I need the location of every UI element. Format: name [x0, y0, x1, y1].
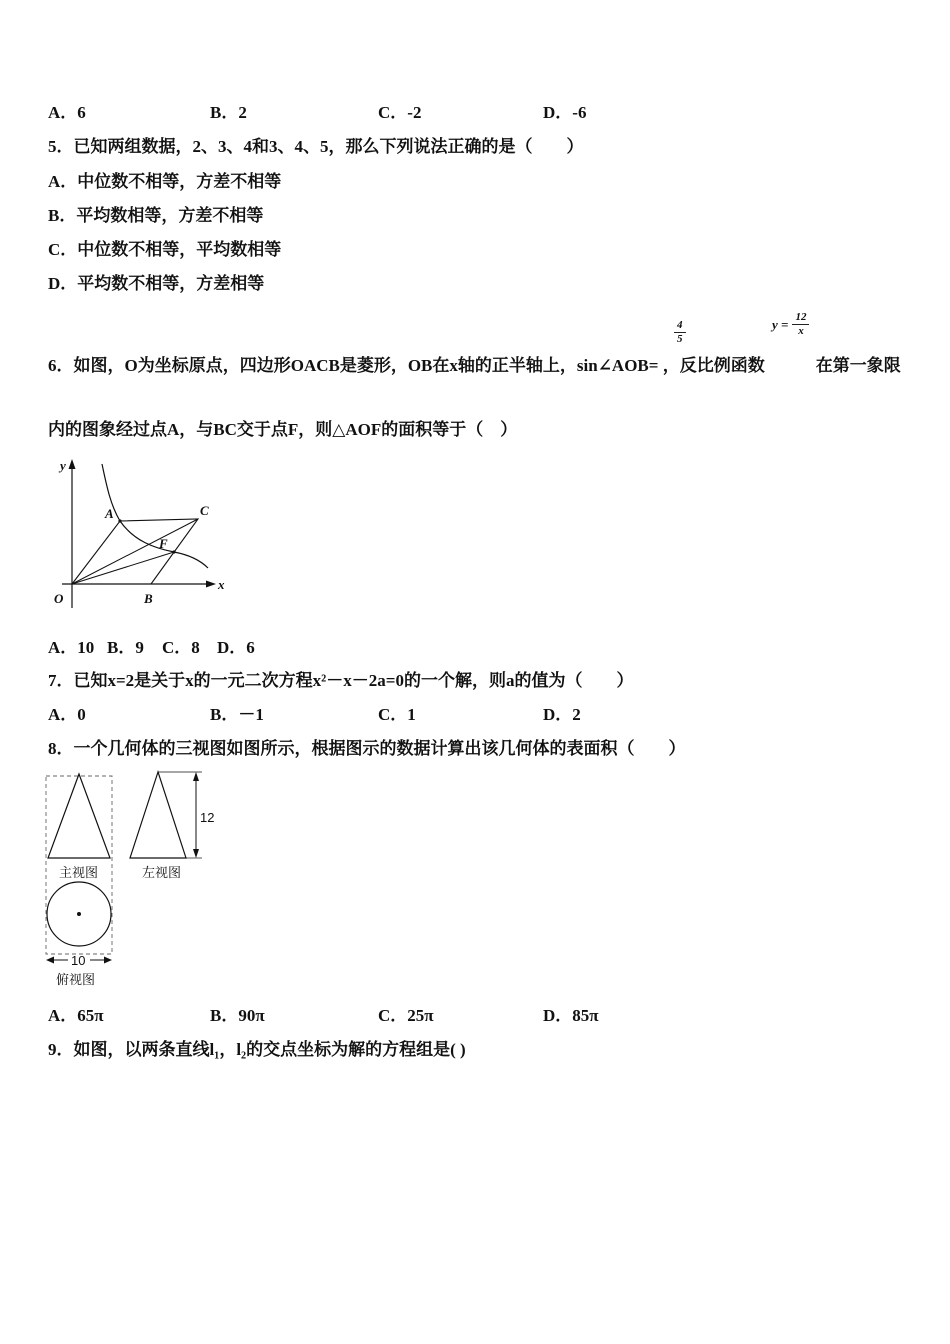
label-x-axis: x [218, 577, 225, 592]
q5-option-d: D．平均数不相等，方差相等 [48, 274, 265, 293]
q6-option-b: B．9 [107, 638, 144, 657]
fraction-numerator: 4 [674, 320, 686, 333]
q5-option-a: A．中位数不相等，方差不相等 [48, 172, 282, 191]
segment-of [72, 552, 174, 584]
q4-option-d: D．-6 [543, 103, 587, 122]
q7-option-a: A．0 [48, 705, 86, 724]
diagonal-oc [72, 519, 198, 584]
q4-option-a: A．6 [48, 103, 86, 122]
dimension-arrow-right-icon [104, 957, 112, 964]
q6-stem-line1: 6．如图，O为坐标原点，四边形OACB是菱形，OB在x轴的正半轴上，sin∠AOB= ，反比例函数 在第一象限 [48, 356, 901, 375]
formula-denominator: x [798, 325, 804, 337]
side-view-label: 左视图 [142, 865, 182, 880]
top-view-label: 俯视图 [56, 972, 96, 987]
q6-option-a: A．10 [48, 638, 95, 657]
q7-option-b: B．－1 [210, 705, 264, 724]
dimension-arrow-left-icon [46, 957, 54, 964]
front-view-triangle [48, 774, 110, 858]
side-view-triangle [130, 772, 186, 858]
dimension-arrow-down-icon [193, 849, 199, 858]
q8-option-b: B．90π [210, 1006, 265, 1025]
dimension-arrow-up-icon [193, 772, 199, 781]
formula-lhs: y = [772, 316, 789, 332]
q6-figure-coordinate-rhombus [50, 456, 240, 621]
label-origin: O [54, 591, 64, 606]
width-value: 10 [71, 953, 86, 968]
sin-value-fraction [663, 306, 686, 359]
q7-option-d: D．2 [543, 705, 581, 724]
x-axis-arrow-icon [206, 581, 216, 588]
q8-figure-three-views [42, 764, 222, 994]
q6-stem-line2: 内的图象经过点A，与BC交于点F，则△AOF的面积等于（ ） [48, 420, 518, 439]
q6-option-d: D．6 [217, 638, 255, 657]
hyperbola-curve [102, 464, 208, 568]
q5-option-b: B．平均数相等，方差不相等 [48, 206, 264, 225]
height-value: 12 [200, 810, 215, 825]
q5-stem: 5．已知两组数据，2、3、4和3、4、5，那么下列说法正确的是（ ） [48, 137, 584, 156]
q8-option-d: D．85π [543, 1006, 599, 1025]
q4-option-c: C．-2 [378, 103, 422, 122]
circle-center-dot [77, 912, 81, 916]
q8-stem: 8．一个几何体的三视图如图所示，根据图示的数据计算出该几何体的表面积（ ） [48, 739, 686, 758]
q9-stem: 9．如图，以两条直线l₁，l₂的交点坐标为解的方程组是( ) [48, 1040, 466, 1059]
reciprocal-function-formula [772, 312, 809, 337]
q7-option-c: C．1 [378, 705, 416, 724]
point-a-dot [118, 519, 121, 522]
formula-numerator: 12 [792, 312, 809, 325]
q6-option-c: C．8 [162, 638, 200, 657]
fraction-denominator: 5 [677, 332, 683, 345]
q8-option-c: C．25π [378, 1006, 434, 1025]
label-point-f: F [159, 536, 168, 551]
label-point-a: A [105, 506, 114, 521]
y-axis-arrow-icon [69, 459, 76, 469]
point-f-dot [172, 550, 175, 553]
label-point-b: B [144, 591, 153, 606]
q8-option-a: A．65π [48, 1006, 104, 1025]
q5-option-c: C．中位数不相等，平均数相等 [48, 240, 282, 259]
q7-stem: 7．已知x=2是关于x的一元二次方程x²－x－2a=0的一个解，则a的值为（ ） [48, 671, 634, 690]
q4-option-b: B．2 [210, 103, 247, 122]
label-point-c: C [200, 503, 209, 518]
front-view-label: 主视图 [59, 865, 99, 880]
label-y-axis: y [60, 458, 66, 473]
